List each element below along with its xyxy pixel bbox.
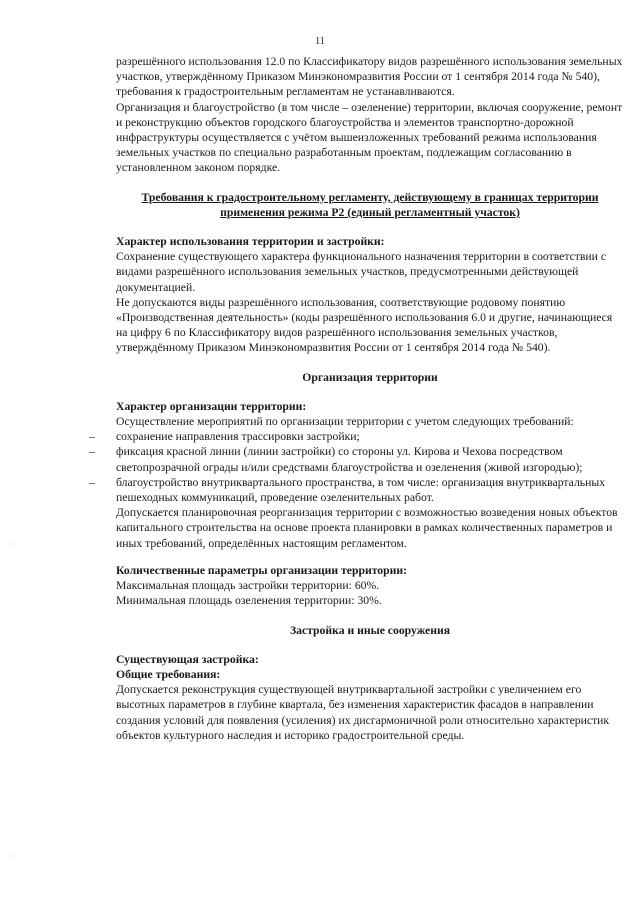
dash-bullet: –	[89, 475, 95, 489]
page-number: 11	[315, 36, 325, 47]
organization-intro: Осуществление мероприятий по организации территории с учетом следующих требований:	[116, 415, 574, 429]
intro-paragraph-2: Организация и благоустройство (в том числе – озеленение) территории, включая сооружение, ремонт и реконструкцию объектов городского благоустройства и элементов транспортно-дорожной инфраструктуры осуществляется с учётом вышеизложенных требований режима использования земельных участков по специально разработанным проектам, подлежащим согласованию в установленном законом порядке.	[116, 100, 623, 175]
scan-margin-mark: ·	[12, 852, 15, 861]
document-body	[89, 54, 624, 743]
dash-bullet: –	[89, 430, 95, 444]
usage-heading: Характер использования территории и застройки:	[116, 235, 385, 249]
list-item	[89, 444, 624, 474]
requirements-list	[89, 429, 624, 505]
list-item-text: благоустройство внутриквартального пространства, в том числе: организация внутриквартальных пешеходных коммуникаций, проведение озеленительных работ.	[116, 475, 606, 505]
organization-closing: Допускается планировочная реорганизация территории с возможностью возведения новых объектов капитального строительства на основе проекта планировки в рамках количественных параметров и иных требований, определённых настоящим регламентом.	[116, 506, 618, 550]
building-title: Застройка и иные сооружения	[289, 623, 451, 637]
dash-bullet: –	[89, 445, 95, 459]
building-paragraph: Допускается реконструкция существующей внутриквартальной застройки с увеличением его высотных параметров в глубине квартала, без изменения характеристик фасадов в направлении создания условий для появления (усиления) их дисгармоничной роли относительно характеристик объектов культурного наследия и историко градостроительной среды.	[116, 683, 610, 742]
building-heading-2: Общие требования:	[116, 667, 221, 681]
list-item	[89, 475, 624, 505]
quantities-line-2: Минимальная площадь озеленения территории: 30%.	[116, 594, 382, 608]
usage-paragraph-1: Сохранение существующего характера функционального назначения территории в соответствии с видами разрешённого использования земельных участков, предусмотренными действующей документацией.	[116, 250, 607, 294]
list-item-text: фиксация красной линии (линии застройки) со стороны ул. Кирова и Чехова посредством светопрозрачной ограды и/или средствами благоустройства и озеленения (живой изгородью);	[116, 445, 583, 474]
organization-title: Организация территории	[302, 370, 438, 384]
quantities-heading: Количественные параметры организации территории:	[116, 563, 408, 577]
intro-paragraph-1: разрешённого использования 12.0 по Классификатору видов разрешённого использования земельных участков, утверждённому Приказом Минэкономразвития России от 1 сентября 2014 года № 540), требования к градостроительным регламентам не устанавливаются.	[116, 55, 623, 99]
building-heading-1: Существующая застройка:	[116, 652, 259, 666]
list-item-text: сохранение направления трассировки застройки;	[116, 430, 360, 444]
list-item	[89, 429, 624, 444]
scan-margin-mark: ·	[12, 540, 15, 549]
section-title: Требования к градостроительному регламенту, действующему в границах территории применения режима Р2 (единый регламентный участок)	[141, 190, 599, 219]
organization-heading: Характер организации территории:	[116, 399, 307, 413]
quantities-line-1: Максимальная площадь застройки территории: 60%.	[116, 579, 380, 593]
usage-paragraph-2: Не допускаются виды разрешённого использования, соответствующие родовому понятию «Производственная деятельность» (коды разрешённого использования 6.0 и другие, начинающиеся на цифру 6 по Классификатору видов разрешённого использования земельных участков, утверждённому Приказом Минэкономразвития России от 1 сентября 2014 года № 540).	[116, 295, 613, 355]
